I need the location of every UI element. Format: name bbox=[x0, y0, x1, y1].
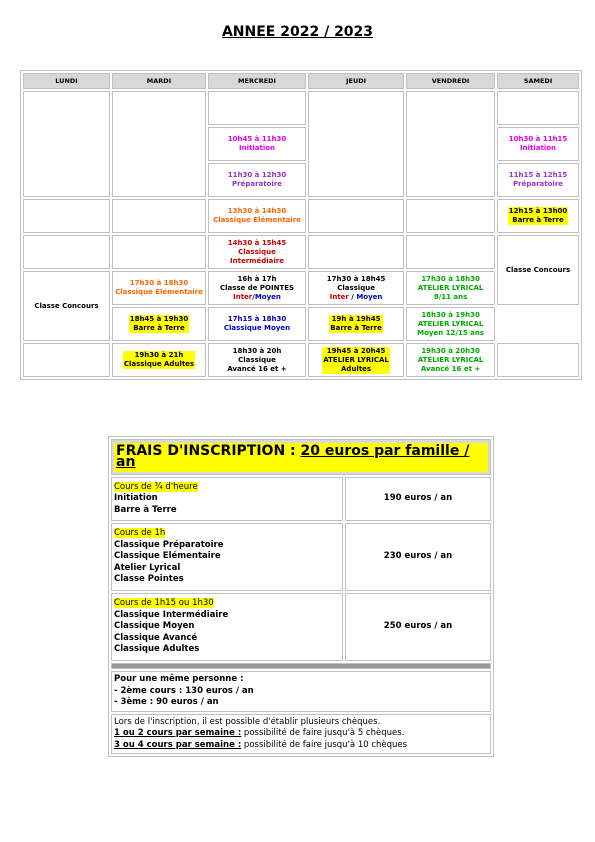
schedule-cell bbox=[112, 199, 206, 233]
schedule-cell: 10h45 à 11h30 Initiation bbox=[208, 127, 306, 161]
day-header: MARDI bbox=[112, 73, 206, 89]
schedule-cell: 18h30 à 19h30 ATELIER LYRICAL Moyen 12/15 ans bbox=[406, 307, 495, 341]
schedule-cell bbox=[23, 91, 110, 197]
schedule-cell: 12h15 à 13h00 Barre à Terre bbox=[497, 199, 579, 233]
fee-price: 190 euros / an bbox=[345, 477, 491, 521]
payment-note: Lors de l'inscription, il est possible d'établir plusieurs chèques. 1 ou 2 cours par semaine : possibilité de faire jusqu'à 5 chèques. 3 ou 4 cours par semaine : possibilité de faire jusqu'à 10 chèques bbox=[111, 714, 491, 755]
fees-table bbox=[108, 436, 494, 757]
divider bbox=[111, 663, 491, 669]
fee-group: Cours de ¾ d'heure Initiation Barre à Terre bbox=[111, 477, 343, 521]
schedule-cell bbox=[497, 91, 579, 125]
schedule-cell: 19h45 à 20h45 ATELIER LYRICAL Adultes bbox=[308, 343, 404, 377]
fee-group: Cours de 1h Classique Préparatoire Classique Elémentaire Atelier Lyrical Classe Pointes bbox=[111, 523, 343, 591]
discount-note: Pour une même personne : - 2ème cours : 130 euros / an - 3ème : 90 euros / an bbox=[111, 671, 491, 712]
schedule-header-row bbox=[23, 73, 579, 89]
schedule-cell bbox=[208, 91, 306, 125]
day-header: SAMEDI bbox=[497, 73, 579, 89]
fee-group: Cours de 1h15 ou 1h30 Classique Intermédiaire Classique Moyen Classique Avancé Classique Adultes bbox=[111, 593, 343, 661]
schedule-cell: 11h15 à 12h15 Préparatoire bbox=[497, 163, 579, 197]
schedule-cell: 18h45 à 19h30 Barre à Terre bbox=[112, 307, 206, 341]
day-header: MERCREDI bbox=[208, 73, 306, 89]
schedule-cell bbox=[406, 199, 495, 233]
schedule-cell: 11h30 à 12h30 Préparatoire bbox=[208, 163, 306, 197]
day-header: JEUDI bbox=[308, 73, 404, 89]
schedule-cell bbox=[406, 235, 495, 269]
schedule-cell bbox=[497, 343, 579, 377]
schedule-cell: 18h30 à 20h Classique Avancé 16 et + bbox=[208, 343, 306, 377]
schedule-cell bbox=[23, 235, 110, 269]
schedule-cell bbox=[308, 199, 404, 233]
schedule-cell: 17h30 à 18h30 Classique Elémentaire bbox=[112, 271, 206, 305]
schedule-cell: Classe Concours bbox=[23, 271, 110, 341]
schedule-cell: 16h à 17h Classe de POINTES Inter/Moyen bbox=[208, 271, 306, 305]
schedule-table bbox=[20, 70, 582, 380]
schedule-cell: 19h30 à 20h30 ATELIER LYRICAL Avancé 16 et + bbox=[406, 343, 495, 377]
page-title: ANNEE 2022 / 2023 bbox=[221, 24, 374, 40]
schedule-cell bbox=[112, 91, 206, 197]
fees-header: FRAIS D'INSCRIPTION : 20 euros par famille / an bbox=[111, 439, 491, 475]
schedule-cell: 17h30 à 18h30 ATELIER LYRICAL 8/11 ans bbox=[406, 271, 495, 305]
fee-price: 230 euros / an bbox=[345, 523, 491, 591]
schedule-cell bbox=[23, 343, 110, 377]
schedule-cell bbox=[23, 199, 110, 233]
schedule-cell: 10h30 à 11h15 Initiation bbox=[497, 127, 579, 161]
fee-price: 250 euros / an bbox=[345, 593, 491, 661]
schedule-cell: Classe Concours bbox=[497, 235, 579, 305]
day-header: LUNDI bbox=[23, 73, 110, 89]
schedule-cell: 17h30 à 18h45 Classique Inter / Moyen bbox=[308, 271, 404, 305]
schedule-cell bbox=[308, 235, 404, 269]
schedule-cell: 14h30 à 15h45 Classique Intermédiaire bbox=[208, 235, 306, 269]
schedule-cell bbox=[308, 91, 404, 197]
schedule-cell bbox=[112, 235, 206, 269]
schedule-cell: 17h15 à 18h30 Classique Moyen bbox=[208, 307, 306, 341]
schedule-cell: 19h à 19h45 Barre à Terre bbox=[308, 307, 404, 341]
schedule-cell bbox=[406, 91, 495, 197]
day-header: VENDREDI bbox=[406, 73, 495, 89]
schedule-cell: 13h30 à 14h30 Classique Elémentaire bbox=[208, 199, 306, 233]
schedule-cell: 19h30 à 21h Classique Adultes bbox=[112, 343, 206, 377]
